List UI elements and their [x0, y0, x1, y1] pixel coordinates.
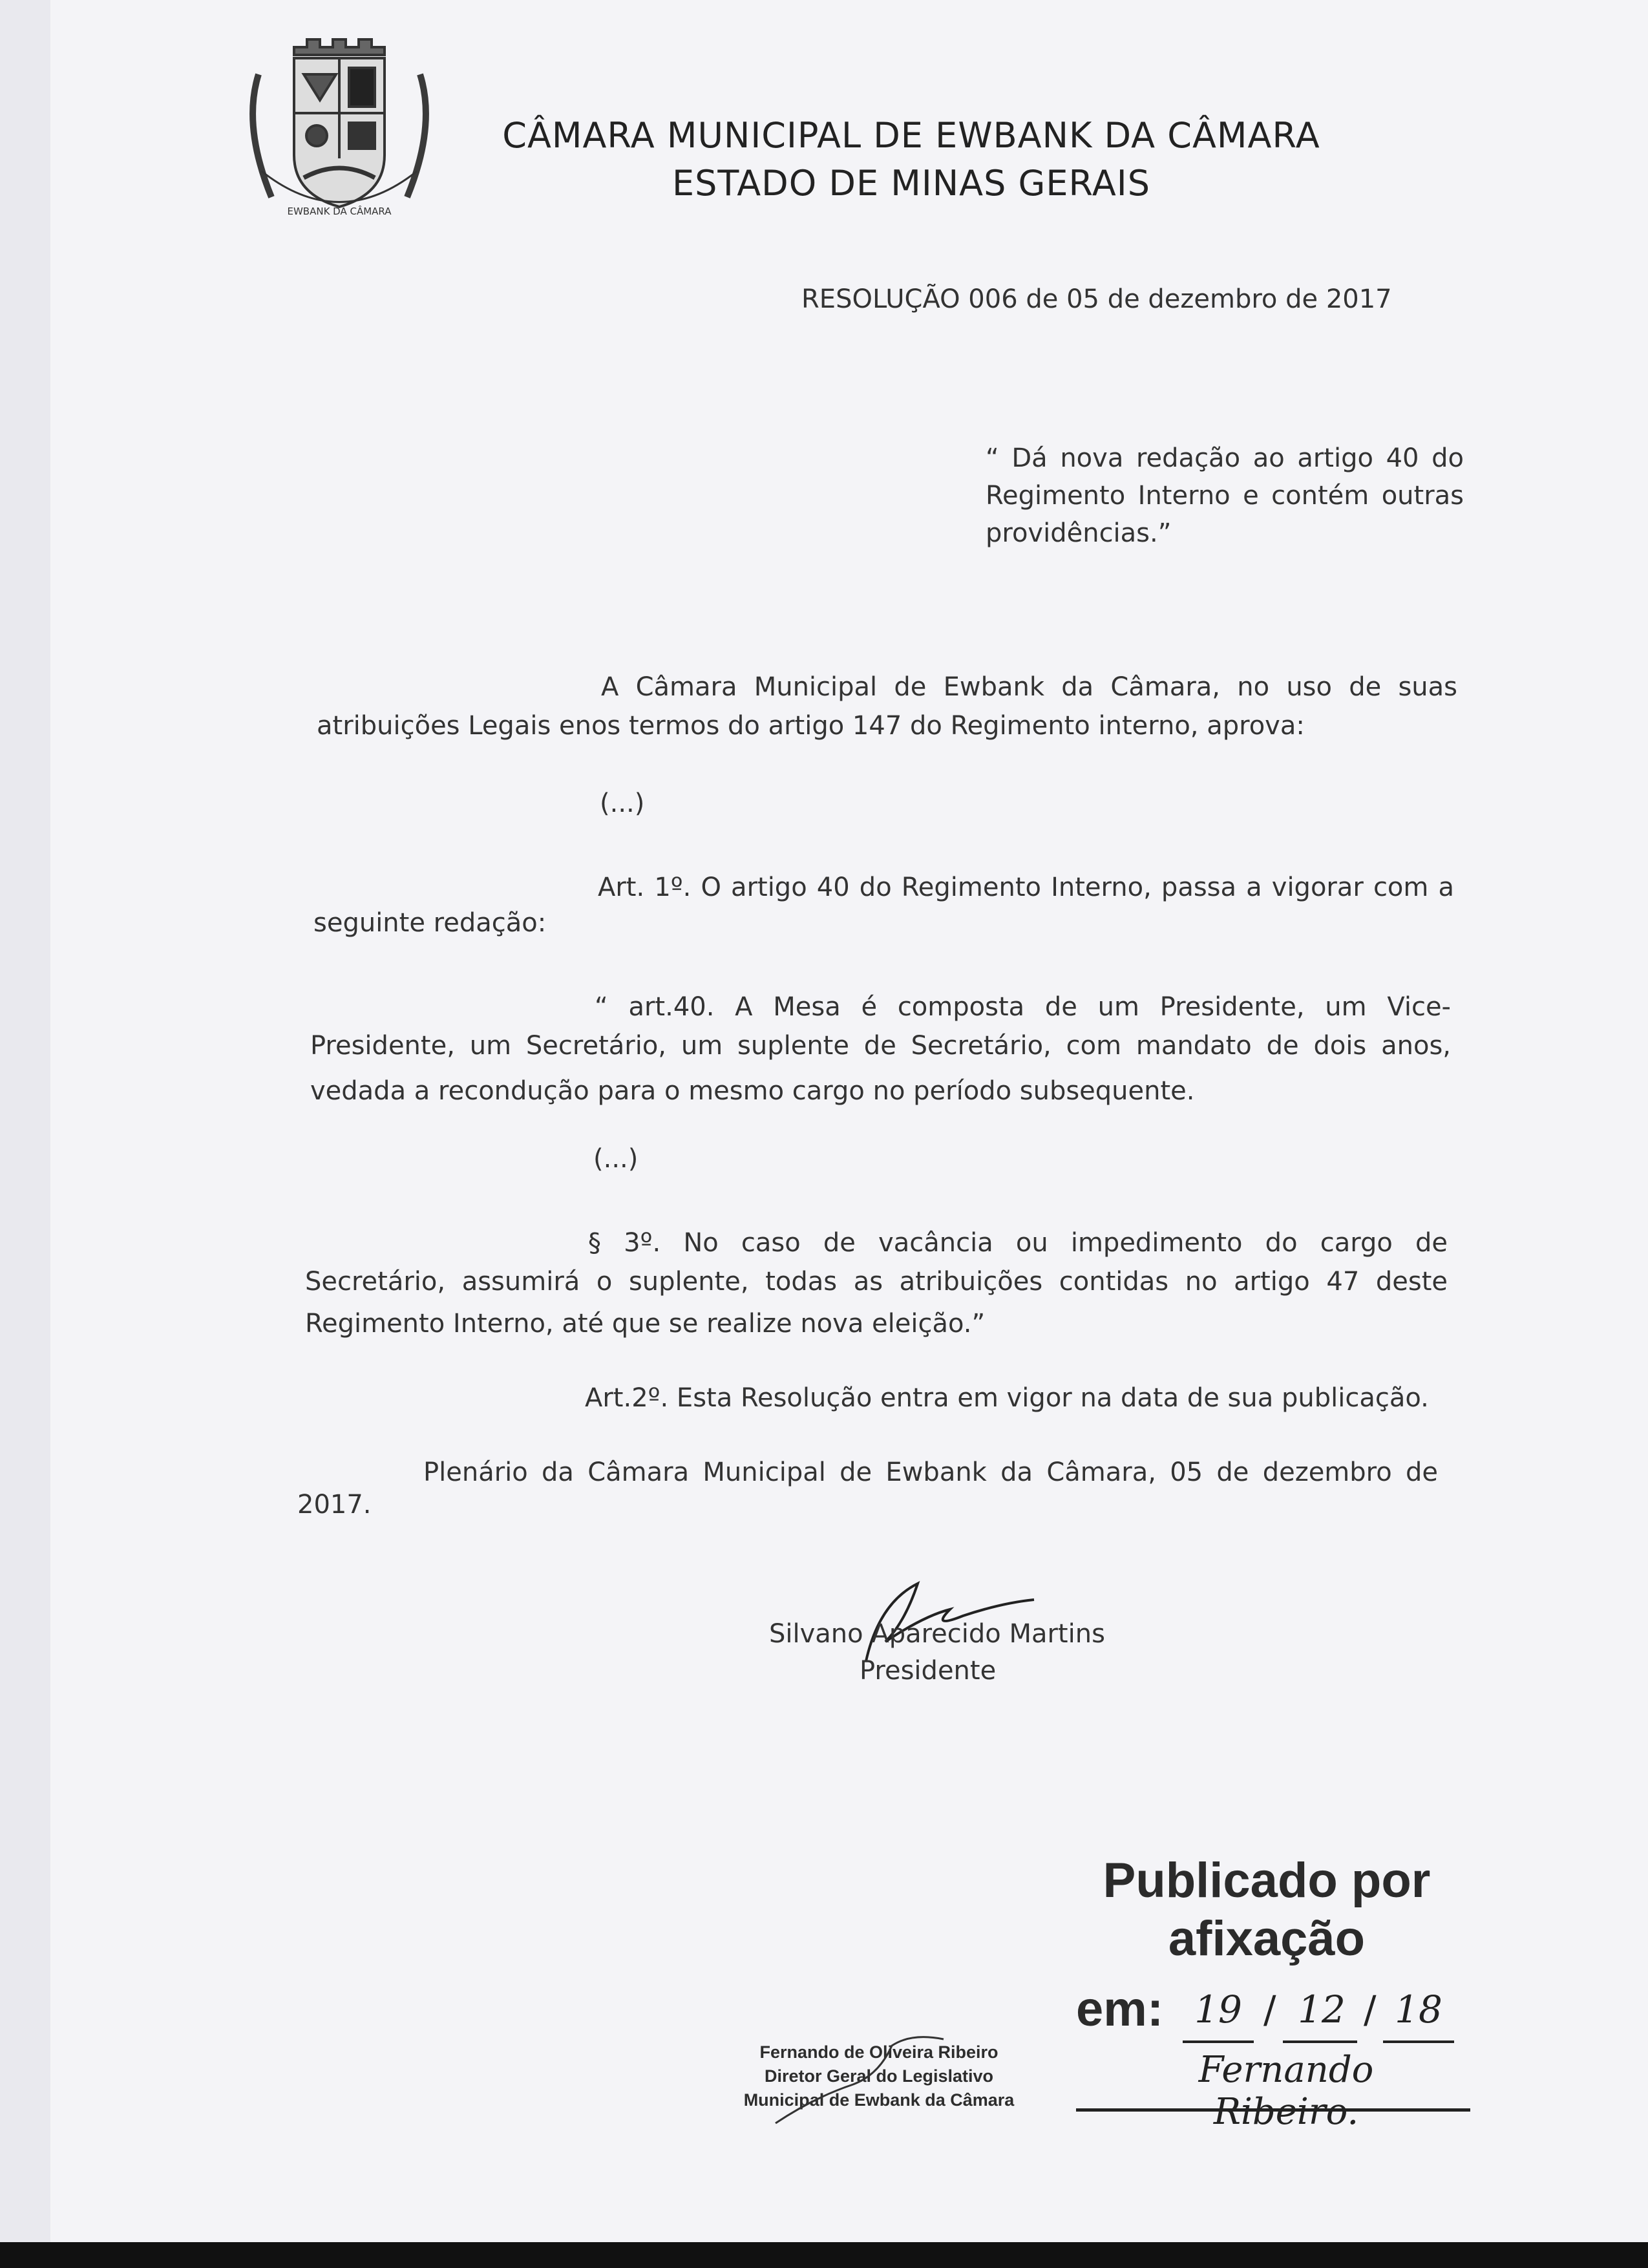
- director-title: Diretor Geral do Legislativo: [764, 2066, 994, 2086]
- stamp-signature-line: [1076, 2108, 1470, 2112]
- director-signature-scribble: [763, 2033, 995, 2130]
- president-name: Silvano Aparecido Martins: [769, 1619, 1105, 1649]
- stamp-day-underline: [1183, 2040, 1254, 2043]
- art40-line-3: vedada a recondução para o mesmo cargo no período subsequente.: [310, 1076, 1195, 1106]
- closing-first-line: Plenário da Câmara Municipal de Ewbank da Câmara, 05 de dezembro de: [423, 1457, 1438, 1487]
- art1-first-line: Art. 1º. O artigo 40 do Regimento Interno, passa a vigorar com a: [598, 873, 1454, 902]
- art1-rest: seguinte redação:: [313, 908, 547, 938]
- director-institution: Municipal de Ewbank da Câmara: [743, 2090, 1015, 2110]
- stamp-afixacao: afixação: [1168, 1911, 1366, 1966]
- stamp-handwritten-name: Fernando Ribeiro.: [1198, 2049, 1374, 2133]
- stamp-date-separator-1: /: [1263, 1987, 1276, 2031]
- publication-stamp: [1073, 1852, 1461, 1968]
- stamp-date-year: 18: [1395, 1987, 1442, 2031]
- resolution-ementa: “ Dá nova redação ao artigo 40 do Regimento Interno e contém outras providências.”: [986, 443, 1464, 548]
- art40-first-line: “ art.40. A Mesa é composta de um Presidente, um Vice-: [595, 992, 1451, 1022]
- scan-bottom-edge: [0, 2242, 1648, 2268]
- crest-ribbon-text: EWBANK DA CÂMARA: [287, 206, 392, 217]
- stamp-date-day: 19: [1194, 1987, 1242, 2031]
- stamp-date-separator-2: /: [1364, 1987, 1377, 2031]
- preamble-rest: atribuições Legais enos termos do artigo 147 do Regimento interno, aprova:: [317, 711, 1305, 741]
- stamp-date-row: [1076, 1981, 1464, 2046]
- stamp-month-underline: [1283, 2040, 1357, 2043]
- preamble-first-line: A Câmara Municipal de Ewbank da Câmara, no uso de suas: [601, 672, 1457, 702]
- scan-left-edge: [0, 0, 50, 2268]
- ellipsis-2: (...): [593, 1144, 639, 1174]
- stamp-date-month: 12: [1298, 1987, 1346, 2031]
- ellipsis-1: (...): [600, 789, 645, 818]
- closing-rest: 2017.: [297, 1490, 372, 1520]
- header-chamber-name: CÂMARA MUNICIPAL DE EWBANK DA CÂMARA: [502, 115, 1320, 156]
- stamp-published-by: Publicado por: [1103, 1853, 1431, 1908]
- header-state-name: ESTADO DE MINAS GERAIS: [672, 163, 1150, 204]
- par3-line-2: Secretário, assumirá o suplente, todas as atribuições contidas no artigo 47 deste: [305, 1267, 1448, 1297]
- director-name: Fernando de Oliveira Ribeiro: [759, 2042, 998, 2062]
- resolution-title: RESOLUÇÃO 006 de 05 de dezembro de 2017: [801, 284, 1392, 314]
- stamp-date-prefix: em:: [1076, 1982, 1164, 2037]
- par3-first-line: § 3º. No caso de vacância ou impedimento do cargo de: [588, 1228, 1448, 1258]
- art2: Art.2º. Esta Resolução entra em vigor na data de sua publicação.: [585, 1383, 1429, 1413]
- par3-line-3: Regimento Interno, até que se realize nova eleição.”: [305, 1309, 986, 1339]
- stamp-year-underline: [1383, 2040, 1454, 2043]
- art40-line-2: Presidente, um Secretário, um suplente de Secretário, com mandato de dois anos,: [310, 1031, 1451, 1061]
- president-role: Presidente: [860, 1656, 997, 1686]
